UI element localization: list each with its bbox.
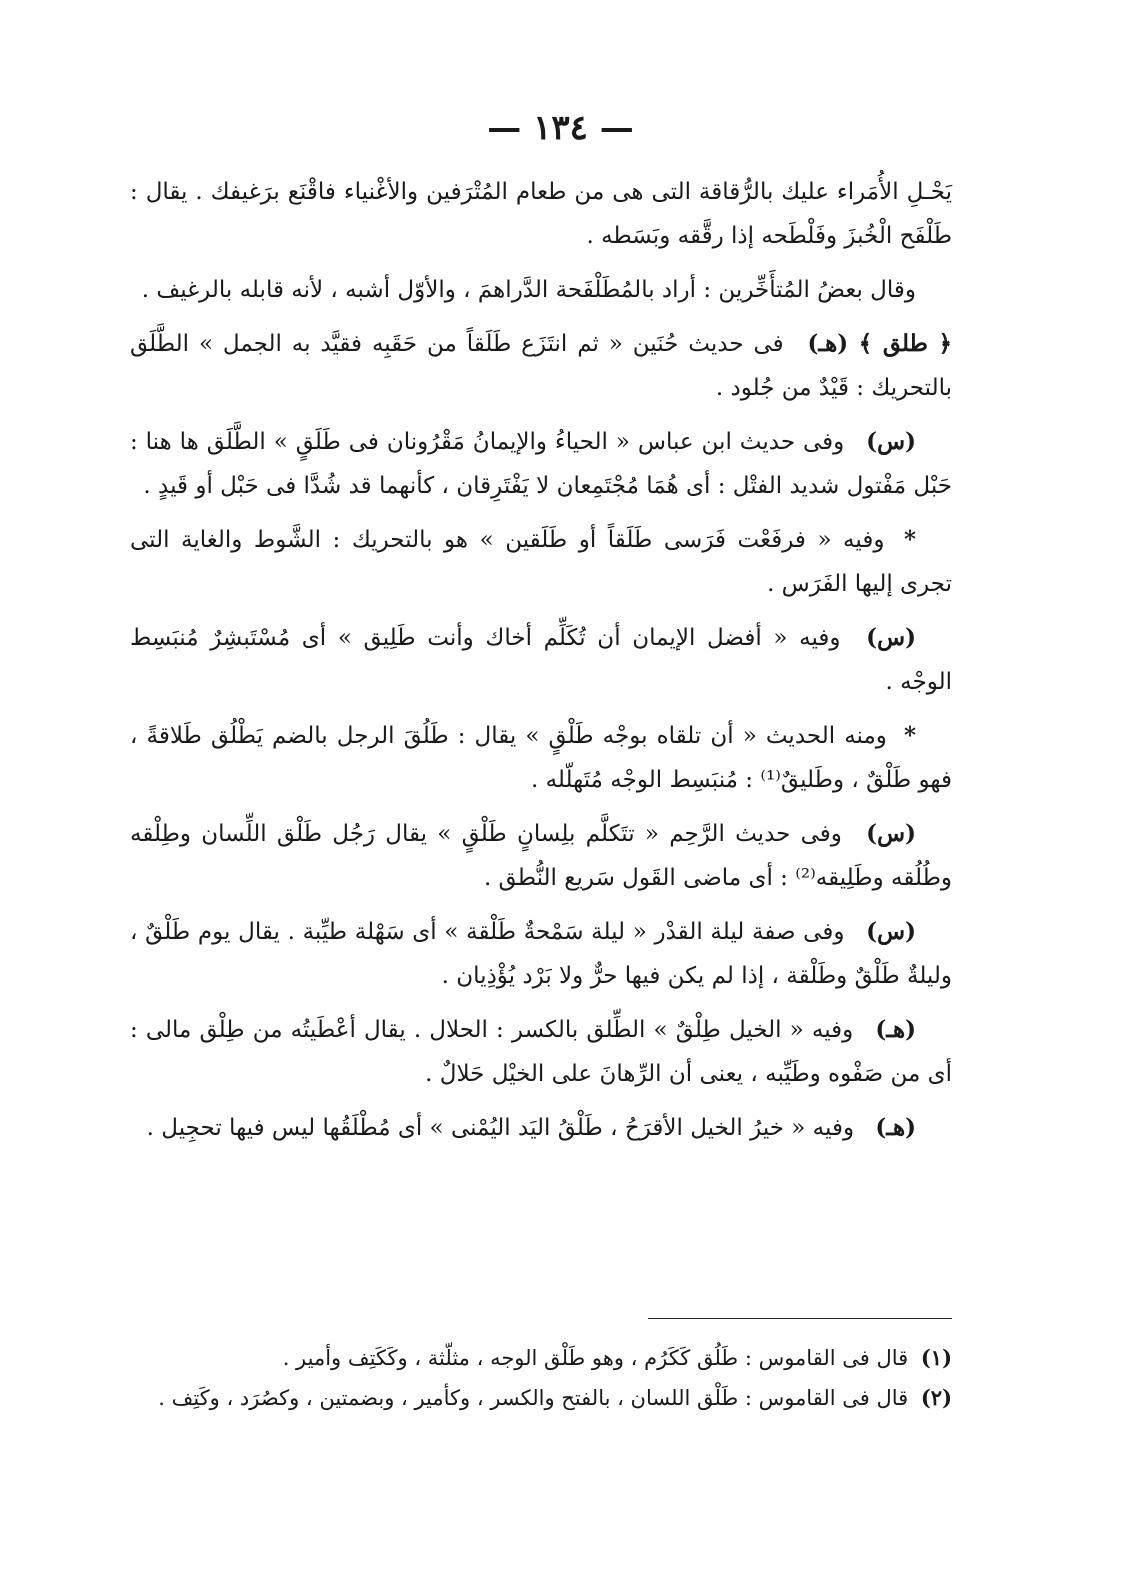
source-marker: (س) (866, 918, 916, 945)
source-marker: (س) (866, 428, 917, 455)
star-marker: * (903, 526, 917, 553)
paragraph-text: وفى حديث الرَّحِم « تتَكلَّم بلِسانٍ طَلْقٍ » يقال رَجُل طَلْق اللِّسان وطِلْقه وطُلُقه وطَلِيقه⁽²⁾ : أى ماضى القَول سَريع النُّطق . (130, 821, 952, 891)
entry-heading-paragraph (130, 322, 952, 410)
page-number: — ١٣٤ — (487, 108, 634, 148)
footnote-number: (١) (920, 1345, 952, 1370)
paragraph-text: ومنه الحديث « أن تلقاه بوجْه طَلْقٍ » يقال : طَلُقَ الرجل بالضم يَطْلُق طَلاقةً ، فهو طَلْقٌ ، وطَليقٌ⁽¹⁾ : مُنبَسِط الوجْه مُتَهلّله . (130, 723, 952, 793)
paragraph-5 (130, 518, 952, 606)
source-marker: (هـ) (875, 1016, 916, 1043)
paragraph-text: وفى صفة ليلة القدْر « ليلة سَمْحةٌ طَلْقة » أى سَهْلة طيِّبة . يقال يوم طَلْقٌ ، وليلةٌ طَلْقٌ وطَلْقة ، إذا لم يكن فيها حرٌّ ولا بَرْد يُؤْذِيان . (130, 919, 952, 989)
paragraph-6 (130, 616, 952, 704)
source-marker: (س) (866, 820, 917, 847)
paragraph-2 (130, 268, 952, 312)
paragraph-text: وفيه « خيرُ الخيل الأقرَحُ ، طَلْقُ اليَد اليُمْنى » أى مُطْلَقُها ليس فيها تحجِيل . (146, 1115, 855, 1141)
paragraph-10 (130, 1008, 952, 1096)
paragraph-text: وفيه « الخيل طِلْقٌ » الطِّلق بالكسر : الحلال . يقال أعْطَيتُه من طِلْق مالى : أى من صَفْوه وطَيِّبه ، يعنى أن الرِّهانَ على الخيْل حَلالٌ . (130, 1017, 952, 1087)
paragraph-text: يَحْـلِ الأُمَراء عليك بالرُّقاقة التى هى من طعام المُتْرَفين والأغْنياء فاقْنَع برَغيفك . يقال : طَلْفَح الْخُبزَ وفَلْطَحه إذا رقَّقه وبَسَطه . (130, 179, 952, 249)
footnote-divider (648, 1318, 952, 1319)
source-marker: (س) (866, 624, 916, 651)
paragraph-text: وفيه « فرفَعْت فَرَسى طَلَقاً أو طَلَقين » هو بالتحريك : الشَّوط والغاية التى تجرى إليها الفَرَس . (130, 527, 952, 597)
paragraph-text: وفى حديث ابن عباس « الحياءُ والإيمانُ مَقْرُونان فى طَلَقٍ » الطَّلَق ها هنا : حَبْل مَفْتول شديد الفتْل : أى هُمَا مُجْتَمِعان لا يَفْتَرِقان ، كأنهما قد شُدَّا فى حَبْل أو قَيدٍ . (130, 429, 952, 499)
footnotes (130, 1338, 952, 1418)
paragraph-text: فى حديث حُنَين « ثم انتَزَع طَلَقاً من حَقَبِه فقيَّد به الجمل » الطَّلَق بالتحريك : قَيْدٌ من جُلود . (130, 331, 952, 401)
footnote-2 (130, 1378, 952, 1418)
paragraph-11 (130, 1106, 952, 1150)
source-marker: (هـ) (875, 1114, 916, 1141)
headword-marker: ﴿ طلق ﴾ (هـ) (807, 330, 952, 357)
footnote-text: قال فى القاموس : طَلُق كَكَرُم ، وهو طَلْق الوجه ، مثلّثة ، وكَكَتِف وأمير . (282, 1346, 909, 1370)
body-text (130, 170, 952, 1160)
paragraph-4 (130, 420, 952, 508)
footnote-text: قال فى القاموس : طَلْق اللسان ، بالفتح والكسر ، وكأمير ، وبضمتين ، وكصُرَد ، وكَتِف . (158, 1386, 909, 1410)
paragraph-8 (130, 812, 952, 900)
paragraph-text: وقال بعضُ المُتأَخِّرين : أراد بالمُطَلْفَحة الدَّراهمَ ، والأوّل أشبه ، لأنه قابله بالرغيف . (141, 277, 916, 303)
paragraph-1 (130, 170, 952, 258)
paragraph-9 (130, 910, 952, 998)
star-marker: * (903, 722, 917, 749)
paragraph-7 (130, 714, 952, 802)
paragraph-text: وفيه « أفضل الإيمان أن تُكَلِّم أخاك وأنت طَلِيق » أى مُسْتَبشِرٌ مُنبَسِط الوجْه . (130, 625, 952, 695)
footnote-number: (٢) (920, 1385, 952, 1410)
footnote-1 (130, 1338, 952, 1378)
